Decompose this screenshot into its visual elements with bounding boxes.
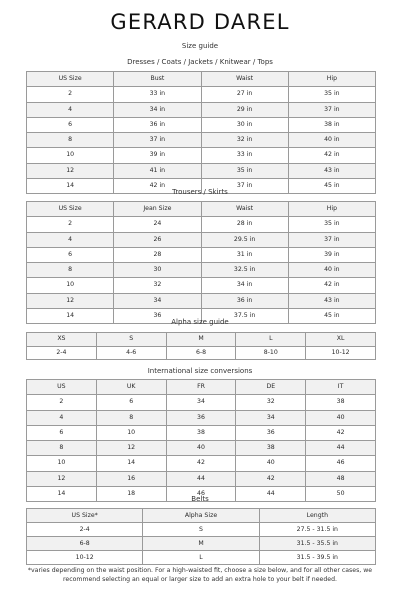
table-cell: 10 — [27, 148, 114, 163]
table-cell: 41 in — [114, 163, 201, 178]
table-cell: 45 in — [288, 179, 375, 194]
column-header: DE — [236, 380, 306, 395]
table-cell: 39 in — [114, 148, 201, 163]
table-cell: 29 in — [201, 102, 288, 117]
dresses-heading: Dresses / Coats / Jackets / Knitwear / Tops — [127, 58, 273, 66]
table-cell: 40 — [236, 456, 306, 471]
table-cell: 4-6 — [96, 346, 166, 360]
table-cell: 37 in — [201, 179, 288, 194]
column-header: FR — [166, 380, 236, 395]
table-row — [27, 551, 376, 565]
table-cell: 34 in — [114, 102, 201, 117]
table-cell: 12 — [27, 163, 114, 178]
column-header: Alpha Size — [143, 509, 259, 523]
table-cell: L — [143, 551, 259, 565]
table-cell: 6-8 — [166, 346, 236, 360]
table-row — [27, 441, 376, 456]
table-cell: 2-4 — [27, 346, 97, 360]
table-row — [27, 247, 376, 262]
table-cell: S — [143, 523, 259, 537]
table-cell: 36 in — [201, 293, 288, 308]
table-cell: 6 — [27, 425, 97, 440]
table-row — [27, 410, 376, 425]
table-row — [27, 471, 376, 486]
table-cell: 6 — [27, 117, 114, 132]
table-row — [27, 278, 376, 293]
column-header: Length — [259, 509, 375, 523]
table-cell: 10-12 — [27, 551, 143, 565]
table-cell: 31.5 - 39.5 in — [259, 551, 375, 565]
table-cell: 35 in — [288, 217, 375, 232]
column-header: US Size* — [27, 509, 143, 523]
table-cell: 30 in — [201, 117, 288, 132]
table-cell: 44 — [166, 471, 236, 486]
table-cell: 14 — [27, 309, 114, 324]
table-cell: 28 in — [201, 217, 288, 232]
table-header-row — [27, 202, 376, 217]
column-header: Waist — [201, 202, 288, 217]
column-header: Hip — [288, 72, 375, 87]
trousers-table — [26, 201, 376, 324]
table-row — [27, 102, 376, 117]
belts-table — [26, 508, 376, 565]
column-header: L — [236, 333, 306, 347]
table-cell: 40 — [166, 441, 236, 456]
table-cell: 4 — [27, 232, 114, 247]
column-header: XS — [27, 333, 97, 347]
table-cell: 32 — [236, 395, 306, 410]
table-cell: 10 — [27, 456, 97, 471]
table-cell: 45 in — [288, 309, 375, 324]
column-header: S — [96, 333, 166, 347]
table-cell: 37.5 in — [201, 309, 288, 324]
table-cell: 8 — [96, 410, 166, 425]
table-cell: 12 — [27, 471, 97, 486]
table-cell: 38 — [166, 425, 236, 440]
table-cell: 26 — [114, 232, 201, 247]
table-cell: 18 — [96, 487, 166, 502]
column-header: Waist — [201, 72, 288, 87]
table-cell: 44 — [236, 487, 306, 502]
table-cell: 8 — [27, 441, 97, 456]
column-header: IT — [306, 380, 376, 395]
table-cell: 8 — [27, 133, 114, 148]
table-cell: 42 in — [288, 278, 375, 293]
table-cell: 48 — [306, 471, 376, 486]
table-row — [27, 133, 376, 148]
table-cell: 39 in — [288, 247, 375, 262]
column-header: US Size — [27, 72, 114, 87]
table-cell: 38 — [236, 441, 306, 456]
table-cell: 10 — [96, 425, 166, 440]
table-cell: 29.5 in — [201, 232, 288, 247]
column-header: US — [27, 380, 97, 395]
table-row — [27, 148, 376, 163]
table-cell: 33 in — [201, 148, 288, 163]
table-cell: 44 — [306, 441, 376, 456]
table-cell: 42 — [306, 425, 376, 440]
table-cell: 28 — [114, 247, 201, 262]
table-cell: 8 — [27, 263, 114, 278]
table-cell: 37 in — [288, 232, 375, 247]
table-row — [27, 87, 376, 102]
table-row — [27, 163, 376, 178]
table-cell: 27.5 - 31.5 in — [259, 523, 375, 537]
table-cell: 10 — [27, 278, 114, 293]
table-cell: 31.5 - 35.5 in — [259, 537, 375, 551]
table-cell: 14 — [27, 179, 114, 194]
table-cell: 32.5 in — [201, 263, 288, 278]
table-cell: 34 in — [201, 278, 288, 293]
column-header: UK — [96, 380, 166, 395]
table-header-row — [27, 380, 376, 395]
column-header: Hip — [288, 202, 375, 217]
table-row — [27, 232, 376, 247]
table-cell: 12 — [96, 441, 166, 456]
table-row — [27, 293, 376, 308]
table-cell: 14 — [96, 456, 166, 471]
table-cell: 6 — [27, 247, 114, 262]
table-cell: 37 in — [288, 102, 375, 117]
column-header: M — [166, 333, 236, 347]
table-cell: 6-8 — [27, 537, 143, 551]
table-cell: 46 — [306, 456, 376, 471]
table-cell: 2 — [27, 87, 114, 102]
table-cell: 4 — [27, 410, 97, 425]
table-row — [27, 395, 376, 410]
table-cell: 32 in — [201, 133, 288, 148]
table-cell: 2-4 — [27, 523, 143, 537]
table-cell: 43 in — [288, 163, 375, 178]
table-cell: 30 — [114, 263, 201, 278]
table-cell: 32 — [114, 278, 201, 293]
table-cell: 36 — [114, 309, 201, 324]
table-cell: 10-12 — [306, 346, 376, 360]
table-cell: 40 — [306, 410, 376, 425]
dresses-table — [26, 71, 376, 194]
page-title: Size guide — [181, 42, 219, 50]
table-cell: 42 — [166, 456, 236, 471]
table-cell: 37 in — [114, 133, 201, 148]
table-cell: 40 in — [288, 133, 375, 148]
table-cell: 16 — [96, 471, 166, 486]
column-header: Bust — [114, 72, 201, 87]
table-row — [27, 456, 376, 471]
table-cell: 35 in — [201, 163, 288, 178]
table-row — [27, 537, 376, 551]
table-cell: 34 — [166, 395, 236, 410]
table-header-row — [27, 72, 376, 87]
trousers-heading: Trousers / Skirts — [172, 188, 228, 196]
table-cell: 36 — [166, 410, 236, 425]
table-cell: 33 in — [114, 87, 201, 102]
brand-logo: GERARD DAREL — [110, 10, 290, 34]
table-cell: 31 in — [201, 247, 288, 262]
table-header-row — [27, 509, 376, 523]
table-row — [27, 117, 376, 132]
table-cell: 38 — [306, 395, 376, 410]
table-cell: 34 — [236, 410, 306, 425]
column-header: Jean Size — [114, 202, 201, 217]
table-cell: 36 — [236, 425, 306, 440]
table-cell: 8-10 — [236, 346, 306, 360]
belt-footnote: *varies depending on the waist position. For a high-waisted fit, choose a size below, and for all other cases, we recommend selecting an equal or larger size to add an extra hole to your belt if needed. — [27, 567, 373, 583]
table-cell: 36 in — [114, 117, 201, 132]
table-cell: 43 in — [288, 293, 375, 308]
table-cell: 2 — [27, 217, 114, 232]
table-row — [27, 217, 376, 232]
table-cell: 6 — [96, 395, 166, 410]
alpha-heading: Alpha size guide — [171, 318, 229, 326]
table-cell: 50 — [306, 487, 376, 502]
table-cell: 42 in — [288, 148, 375, 163]
table-cell: 27 in — [201, 87, 288, 102]
table-cell: M — [143, 537, 259, 551]
table-row — [27, 425, 376, 440]
belts-heading: Belts — [191, 495, 209, 503]
column-header: XL — [306, 333, 376, 347]
table-cell: 42 — [236, 471, 306, 486]
table-row — [27, 523, 376, 537]
international-table — [26, 379, 376, 502]
table-cell: 14 — [27, 487, 97, 502]
table-cell: 34 — [114, 293, 201, 308]
table-cell: 2 — [27, 395, 97, 410]
table-cell: 40 in — [288, 263, 375, 278]
table-header-row — [27, 333, 376, 347]
table-row — [27, 263, 376, 278]
table-cell: 42 in — [114, 179, 201, 194]
table-cell: 24 — [114, 217, 201, 232]
table-cell: 35 in — [288, 87, 375, 102]
column-header: US Size — [27, 202, 114, 217]
table-row — [27, 346, 376, 360]
alpha-table — [26, 332, 376, 360]
international-heading: International size conversions — [147, 367, 253, 375]
table-cell: 12 — [27, 293, 114, 308]
table-cell: 38 in — [288, 117, 375, 132]
table-cell: 4 — [27, 102, 114, 117]
table-cell: 46 — [166, 487, 236, 502]
